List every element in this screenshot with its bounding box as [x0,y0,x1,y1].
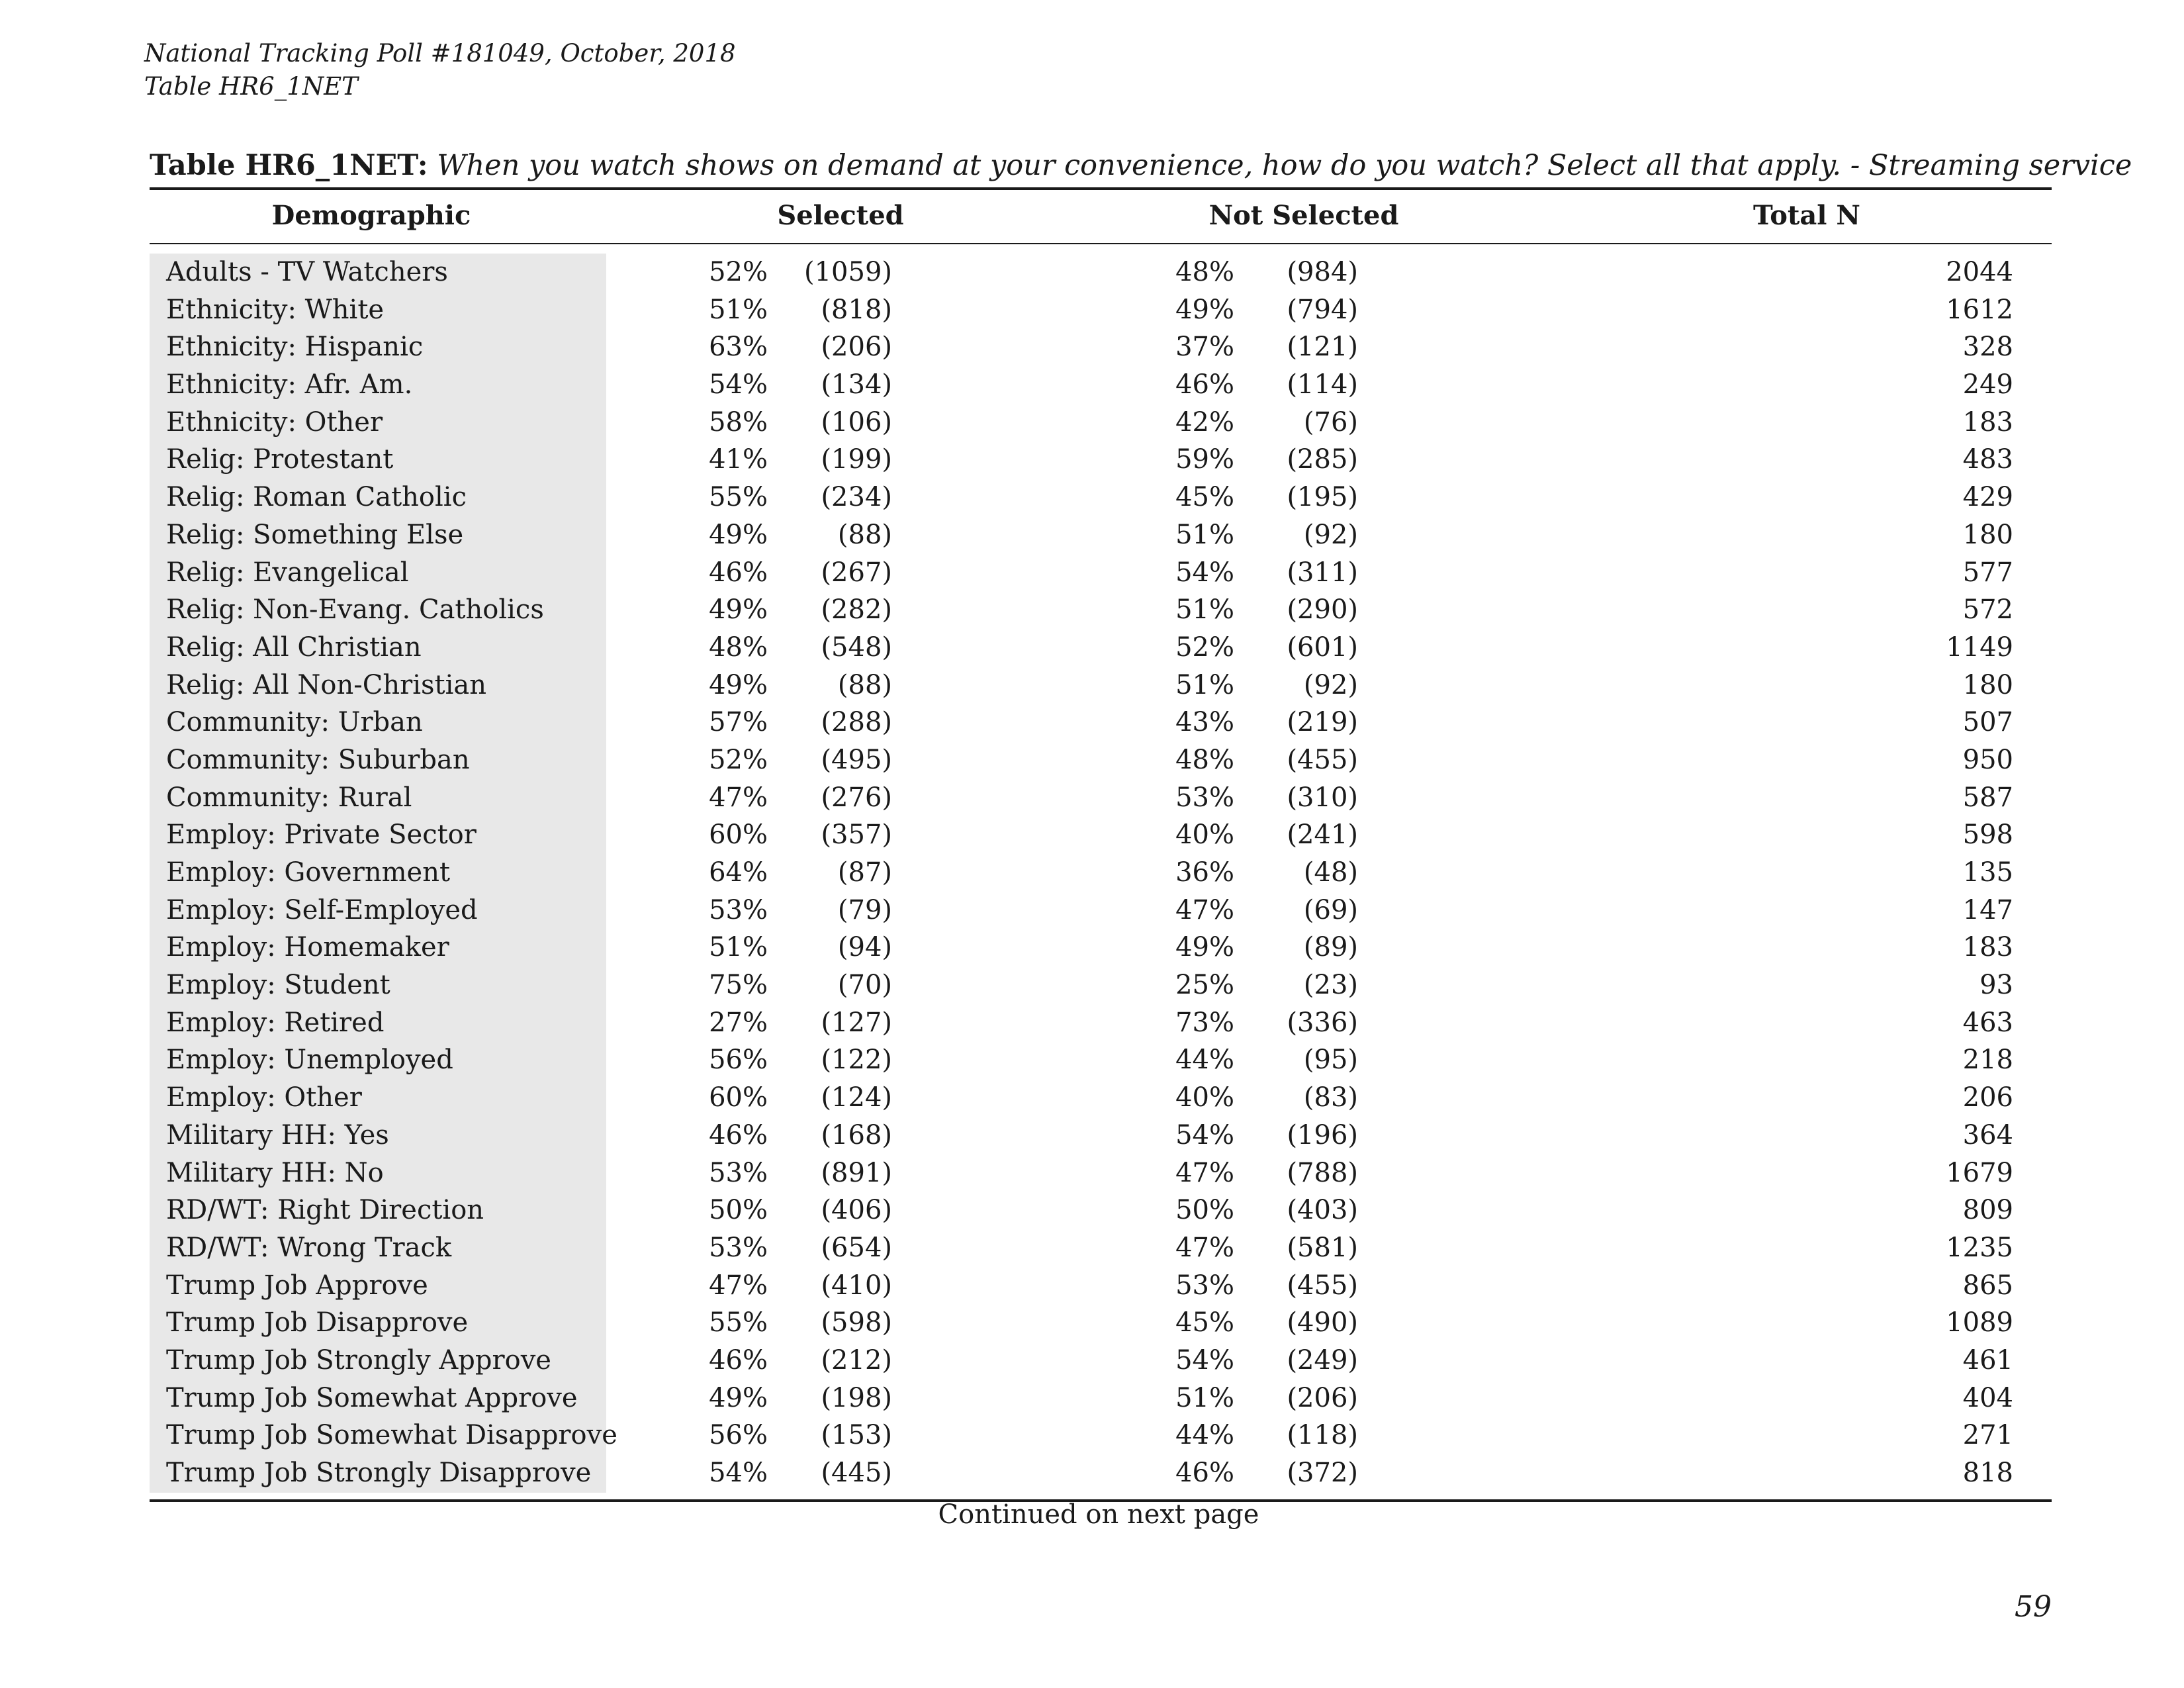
selected-percent: 52% [709,744,768,775]
row-label: RD/WT: Right Direction [166,1195,484,1226]
not-selected-count: (206) [1287,1382,1358,1413]
total-n: 135 [1962,857,2013,888]
table-row [0,404,2184,442]
selected-count: (410) [821,1270,892,1301]
not-selected-count: (196) [1287,1119,1358,1150]
total-n: 587 [1962,782,2013,813]
row-label: Military HH: No [166,1157,384,1188]
selected-percent: 54% [709,369,768,400]
not-selected-count: (581) [1287,1232,1358,1263]
total-n: 271 [1962,1420,2013,1451]
selected-percent: 50% [709,1195,768,1226]
row-label: Ethnicity: Other [166,406,383,438]
total-n: 206 [1962,1082,2013,1113]
selected-count: (891) [821,1157,892,1188]
selected-percent: 49% [709,1382,768,1413]
not-selected-count: (290) [1287,594,1358,626]
not-selected-percent: 50% [1175,1195,1234,1226]
table-row [0,1041,2184,1079]
not-selected-count: (241) [1287,820,1358,851]
row-label: Relig: Evangelical [166,557,409,588]
not-selected-count: (89) [1303,932,1358,963]
table-row [0,929,2184,966]
not-selected-count: (219) [1287,707,1358,738]
selected-count: (267) [821,557,892,588]
not-selected-count: (83) [1303,1082,1358,1113]
not-selected-count: (285) [1287,444,1358,475]
page-header [144,37,736,103]
row-label: Trump Job Somewhat Approve [166,1382,578,1413]
total-n: 404 [1962,1382,2013,1413]
column-header-selected: Selected [777,200,904,231]
not-selected-percent: 48% [1175,257,1234,287]
selected-percent: 49% [709,594,768,626]
not-selected-count: (403) [1287,1195,1358,1226]
total-n: 577 [1962,557,2013,588]
not-selected-percent: 46% [1175,369,1234,400]
selected-count: (122) [821,1045,892,1076]
not-selected-percent: 47% [1175,1232,1234,1263]
row-label: Employ: Unemployed [166,1045,453,1076]
table-row [0,629,2184,667]
selected-percent: 75% [709,970,768,1001]
row-label: Employ: Government [166,857,451,888]
table-top-rule [150,187,2052,190]
table-row [0,1154,2184,1192]
row-label: Ethnicity: Hispanic [166,332,424,363]
table-row [0,1380,2184,1417]
total-n: 1149 [1946,632,2013,663]
selected-count: (598) [821,1307,892,1338]
table-id: Table HR6_1NET [144,72,358,101]
not-selected-percent: 47% [1175,894,1234,925]
not-selected-count: (95) [1303,1045,1358,1076]
not-selected-percent: 47% [1175,1157,1234,1188]
not-selected-percent: 48% [1175,744,1234,775]
selected-count: (288) [821,707,892,738]
table-row [0,1267,2184,1305]
not-selected-percent: 25% [1175,970,1234,1001]
table-row [0,816,2184,854]
selected-count: (206) [821,332,892,363]
table-row [0,854,2184,892]
selected-count: (234) [821,482,892,513]
table-row [0,1192,2184,1229]
selected-count: (654) [821,1232,892,1263]
total-n: 249 [1962,369,2013,400]
table-body [0,254,2184,1492]
selected-count: (134) [821,369,892,400]
not-selected-percent: 54% [1175,1119,1234,1150]
not-selected-percent: 73% [1175,1007,1234,1038]
table-row [0,779,2184,817]
not-selected-count: (984) [1287,257,1358,287]
row-label: Relig: Protestant [166,444,394,475]
selected-percent: 60% [709,1082,768,1113]
selected-count: (94) [837,932,892,963]
not-selected-percent: 44% [1175,1045,1234,1076]
total-n: 328 [1962,332,2013,363]
not-selected-percent: 44% [1175,1420,1234,1451]
not-selected-count: (76) [1303,406,1358,438]
not-selected-count: (311) [1287,557,1358,588]
not-selected-percent: 51% [1175,594,1234,626]
continued-note: Continued on next page [938,1499,1259,1530]
table-row [0,554,2184,592]
total-n: 218 [1962,1045,2013,1076]
row-label: Trump Job Approve [166,1270,428,1301]
table-row [0,516,2184,554]
selected-count: (198) [821,1382,892,1413]
row-label: Trump Job Strongly Disapprove [166,1458,592,1488]
table-row [0,704,2184,741]
row-label: Employ: Self-Employed [166,894,478,925]
selected-count: (127) [821,1007,892,1038]
not-selected-count: (48) [1303,857,1358,888]
not-selected-percent: 51% [1175,519,1234,550]
total-n: 2044 [1946,257,2013,287]
total-n: 865 [1962,1270,2013,1301]
selected-percent: 53% [709,1232,768,1263]
poll-name: National Tracking Poll #181049, October, 2018 [144,39,736,68]
total-n: 950 [1962,744,2013,775]
not-selected-count: (121) [1287,332,1358,363]
column-header-demographic: Demographic [271,200,471,231]
not-selected-count: (118) [1287,1420,1358,1451]
row-label: Trump Job Somewhat Disapprove [166,1420,617,1451]
not-selected-count: (455) [1287,1270,1358,1301]
selected-percent: 52% [709,257,768,287]
column-header-not-selected: Not Selected [1208,200,1399,231]
table-header-rule [150,243,2052,244]
selected-percent: 47% [709,1270,768,1301]
not-selected-percent: 40% [1175,820,1234,851]
total-n: 572 [1962,594,2013,626]
selected-percent: 58% [709,406,768,438]
total-n: 1679 [1946,1157,2013,1188]
not-selected-count: (249) [1287,1344,1358,1376]
column-header-total: Total N [1753,200,1860,231]
row-label: Trump Job Strongly Approve [166,1344,551,1376]
table-title-question: When you watch shows on demand at your convenience, how do you watch? Select all that apply. - Streaming service [437,149,2132,182]
selected-count: (70) [837,970,892,1001]
row-label: Employ: Homemaker [166,932,449,963]
total-n: 183 [1962,932,2013,963]
selected-count: (88) [837,519,892,550]
table-row [0,328,2184,366]
not-selected-count: (490) [1287,1307,1358,1338]
total-n: 180 [1962,519,2013,550]
selected-count: (495) [821,744,892,775]
total-n: 1235 [1946,1232,2013,1263]
not-selected-percent: 51% [1175,669,1234,700]
selected-count: (406) [821,1195,892,1226]
not-selected-percent: 49% [1175,294,1234,325]
row-label: Relig: All Non-Christian [166,669,487,700]
selected-percent: 55% [709,1307,768,1338]
selected-count: (79) [837,894,892,925]
row-label: RD/WT: Wrong Track [166,1232,452,1263]
selected-count: (168) [821,1119,892,1150]
selected-percent: 49% [709,519,768,550]
row-label: Community: Suburban [166,744,470,775]
not-selected-count: (310) [1287,782,1358,813]
not-selected-percent: 52% [1175,632,1234,663]
selected-percent: 51% [709,294,768,325]
selected-percent: 46% [709,557,768,588]
selected-percent: 63% [709,332,768,363]
not-selected-count: (92) [1303,519,1358,550]
row-label: Employ: Private Sector [166,820,477,851]
not-selected-count: (601) [1287,632,1358,663]
not-selected-percent: 45% [1175,1307,1234,1338]
row-label: Adults - TV Watchers [166,257,448,287]
table-row [0,1304,2184,1342]
row-label: Employ: Retired [166,1007,385,1038]
selected-percent: 46% [709,1344,768,1376]
selected-count: (818) [821,294,892,325]
row-label: Employ: Student [166,970,390,1001]
selected-count: (1059) [803,257,892,287]
selected-percent: 53% [709,894,768,925]
table-title [150,147,2132,184]
not-selected-count: (788) [1287,1157,1358,1188]
total-n: 1089 [1946,1307,2013,1338]
not-selected-count: (92) [1303,669,1358,700]
not-selected-count: (23) [1303,970,1358,1001]
row-label: Military HH: Yes [166,1119,389,1150]
selected-percent: 54% [709,1458,768,1488]
selected-count: (106) [821,406,892,438]
row-label: Community: Urban [166,707,423,738]
not-selected-count: (195) [1287,482,1358,513]
total-n: 461 [1962,1344,2013,1376]
not-selected-percent: 53% [1175,1270,1234,1301]
total-n: 598 [1962,820,2013,851]
selected-percent: 53% [709,1157,768,1188]
selected-percent: 55% [709,482,768,513]
table-row [0,1342,2184,1380]
not-selected-percent: 40% [1175,1082,1234,1113]
table-row [0,1417,2184,1454]
selected-percent: 56% [709,1045,768,1076]
selected-count: (357) [821,820,892,851]
selected-count: (548) [821,632,892,663]
total-n: 183 [1962,406,2013,438]
not-selected-percent: 42% [1175,406,1234,438]
row-label: Relig: Something Else [166,519,464,550]
selected-count: (87) [837,857,892,888]
not-selected-count: (336) [1287,1007,1358,1038]
table-row [0,741,2184,779]
total-n: 809 [1962,1195,2013,1226]
selected-percent: 64% [709,857,768,888]
not-selected-percent: 46% [1175,1458,1234,1488]
selected-percent: 60% [709,820,768,851]
not-selected-percent: 43% [1175,707,1234,738]
row-label: Community: Rural [166,782,412,813]
table-row [0,254,2184,291]
selected-count: (124) [821,1082,892,1113]
not-selected-percent: 54% [1175,557,1234,588]
selected-count: (445) [821,1458,892,1488]
table-row [0,291,2184,329]
row-label: Ethnicity: White [166,294,385,325]
selected-count: (199) [821,444,892,475]
total-n: 364 [1962,1119,2013,1150]
total-n: 483 [1962,444,2013,475]
page-number: 59 [2015,1590,2052,1624]
selected-percent: 47% [709,782,768,813]
total-n: 429 [1962,482,2013,513]
not-selected-percent: 45% [1175,482,1234,513]
row-label: Relig: Roman Catholic [166,482,467,513]
selected-count: (153) [821,1420,892,1451]
total-n: 180 [1962,669,2013,700]
selected-count: (282) [821,594,892,626]
not-selected-percent: 59% [1175,444,1234,475]
table-row [0,966,2184,1004]
row-label: Relig: All Christian [166,632,422,663]
table-row [0,591,2184,629]
row-label: Ethnicity: Afr. Am. [166,369,413,400]
selected-percent: 27% [709,1007,768,1038]
table-row [0,441,2184,479]
table-row [0,366,2184,404]
not-selected-percent: 54% [1175,1344,1234,1376]
selected-percent: 41% [709,444,768,475]
total-n: 93 [1979,970,2013,1001]
table-title-label: Table HR6_1NET: [150,149,428,182]
table-row [0,479,2184,516]
selected-percent: 56% [709,1420,768,1451]
selected-count: (88) [837,669,892,700]
selected-percent: 46% [709,1119,768,1150]
not-selected-count: (794) [1287,294,1358,325]
table-row [0,1117,2184,1154]
selected-percent: 51% [709,932,768,963]
not-selected-count: (372) [1287,1458,1358,1488]
table-row [0,1229,2184,1267]
not-selected-percent: 51% [1175,1382,1234,1413]
row-label: Employ: Other [166,1082,362,1113]
table-row [0,892,2184,929]
table-row [0,667,2184,704]
total-n: 507 [1962,707,2013,738]
not-selected-count: (455) [1287,744,1358,775]
selected-count: (276) [821,782,892,813]
not-selected-count: (114) [1287,369,1358,400]
row-label: Trump Job Disapprove [166,1307,469,1338]
not-selected-percent: 37% [1175,332,1234,363]
total-n: 147 [1962,894,2013,925]
table-row [0,1079,2184,1117]
row-label: Relig: Non-Evang. Catholics [166,594,544,626]
selected-count: (212) [821,1344,892,1376]
selected-percent: 48% [709,632,768,663]
not-selected-percent: 49% [1175,932,1234,963]
table-row [0,1454,2184,1492]
table-row [0,1004,2184,1042]
selected-percent: 57% [709,707,768,738]
total-n: 463 [1962,1007,2013,1038]
not-selected-count: (69) [1303,894,1358,925]
not-selected-percent: 53% [1175,782,1234,813]
total-n: 1612 [1946,294,2013,325]
selected-percent: 49% [709,669,768,700]
not-selected-percent: 36% [1175,857,1234,888]
total-n: 818 [1962,1458,2013,1488]
